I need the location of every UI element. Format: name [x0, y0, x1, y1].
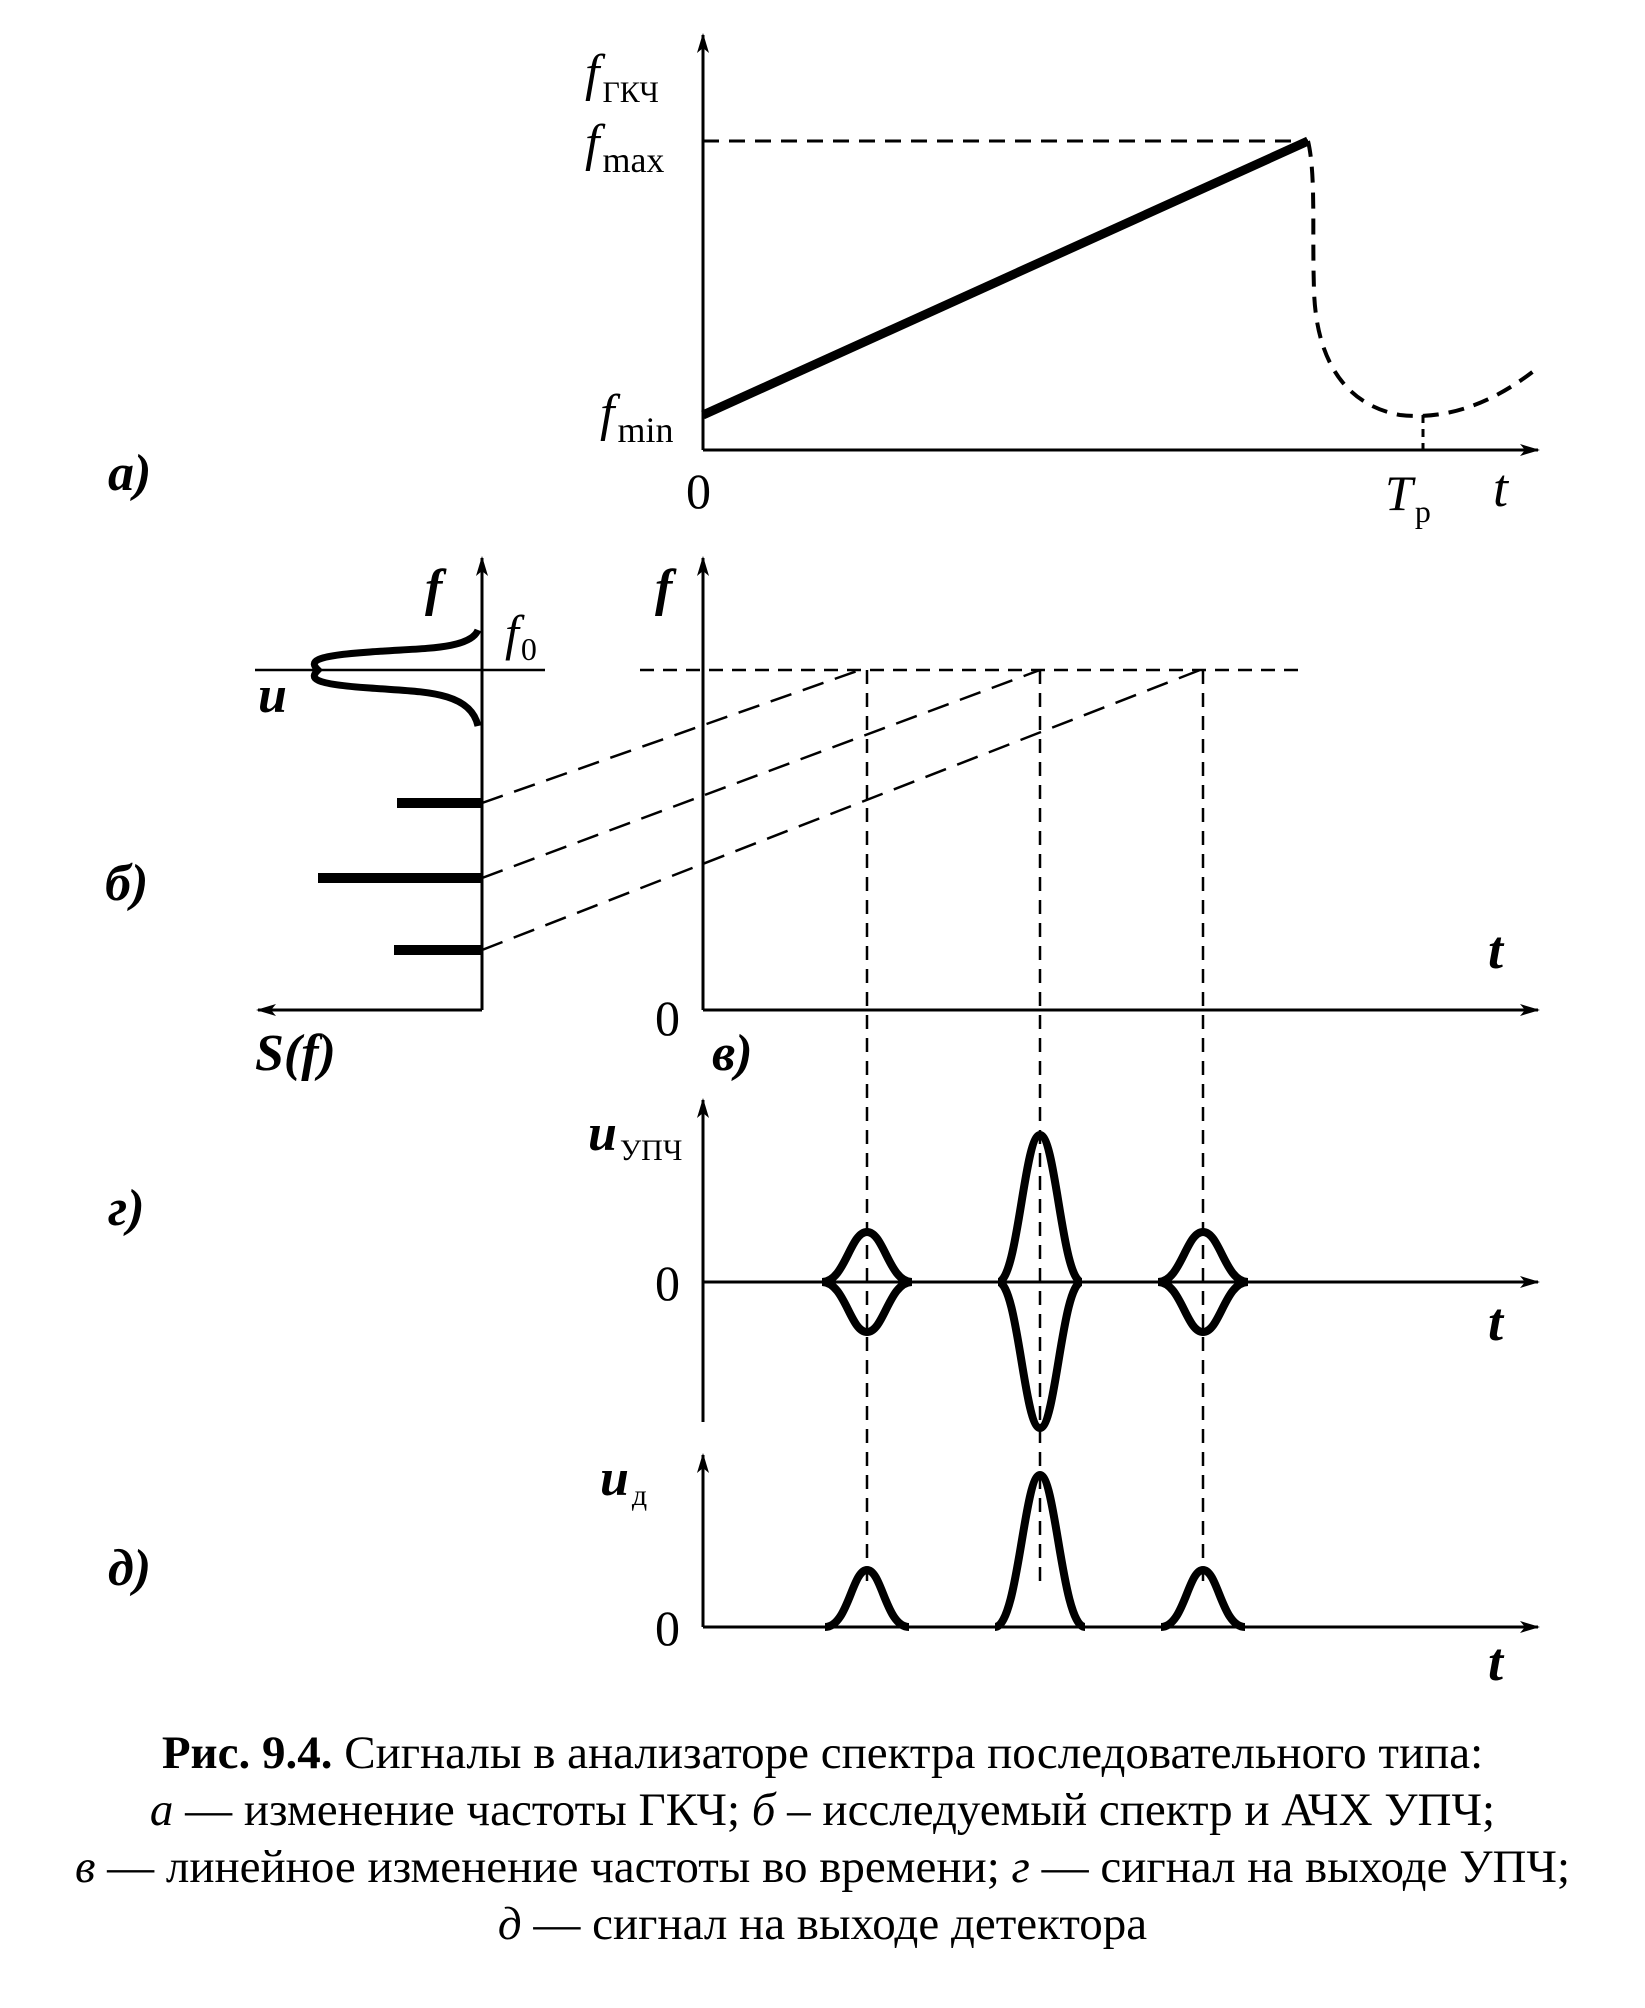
caption-g-text: — сигнал на выходе УПЧ; [1029, 1841, 1571, 1893]
panel-v-label: в) [712, 1025, 753, 1082]
fmax-label: $f_{max}$ [585, 115, 665, 180]
projection-line-3 [482, 670, 1200, 950]
caption-v-letter: в [74, 1841, 96, 1893]
panel-a-label: а) [108, 445, 152, 502]
panel-b-f-label: f [425, 560, 443, 617]
tp-label: $T_р$ [1385, 465, 1431, 529]
u-if-label: uУПЧ [588, 1105, 683, 1167]
caption-line-4 [0, 1896, 1645, 1953]
caption-line-3 [0, 1839, 1645, 1896]
projection-line-1 [482, 670, 860, 803]
panel-g [108, 1100, 1538, 1428]
caption-d-letter: д [497, 1898, 522, 1950]
caption-title: Сигналы в анализаторе спектра последовательного типа: [332, 1727, 1484, 1779]
panel-v-t-label: t [1488, 920, 1504, 980]
caption-a-letter: а [149, 1784, 174, 1836]
panel-a [108, 35, 1538, 529]
panel-g-label: г) [108, 1180, 145, 1237]
panel-g-t-label: t [1488, 1292, 1504, 1352]
caption-g-letter: г [1011, 1841, 1030, 1893]
panel-b [105, 558, 545, 1082]
caption-number: Рис. 9.4. [161, 1727, 333, 1779]
s-of-f-label: S(f) [255, 1025, 336, 1082]
panel-g-origin: 0 [655, 1255, 680, 1311]
fgkch-label: f $_{ГКЧ}$ [585, 45, 659, 109]
frequency-ramp [703, 141, 1308, 415]
panel-a-t-label: t [1493, 458, 1509, 518]
panel-v-origin: 0 [655, 990, 680, 1046]
u-label: u [258, 667, 287, 724]
retrace-curve [1308, 141, 1535, 416]
panel-v-f-label: f [655, 560, 673, 617]
caption-v-text: — линейное изменение частоты во времени; [95, 1841, 1012, 1893]
panel-a-origin: 0 [686, 463, 711, 519]
panel-d-label: д) [108, 1540, 152, 1597]
caption-a-text: — изменение частоты ГКЧ; [173, 1784, 752, 1836]
panel-d-t-label: t [1488, 1632, 1504, 1692]
caption-b-letter: б [751, 1784, 776, 1836]
panel-b-label: б) [105, 855, 149, 912]
figure-caption [0, 1725, 1645, 1953]
caption-line-1 [0, 1725, 1645, 1782]
f0-label: $f_0$ [505, 605, 537, 667]
u-det-label: uд [600, 1450, 648, 1512]
if-frequency-response [314, 630, 478, 726]
projection-lines [482, 670, 1200, 950]
caption-line-2 [0, 1782, 1645, 1839]
panel-d [108, 1450, 1538, 1692]
caption-b-text: – исследуемый спектр и АЧХ УПЧ; [775, 1784, 1496, 1836]
caption-d-text: — сигнал на выходе детектора [521, 1898, 1148, 1950]
panel-d-origin: 0 [655, 1600, 680, 1656]
fmin-label: $f_{min}$ [600, 385, 674, 450]
